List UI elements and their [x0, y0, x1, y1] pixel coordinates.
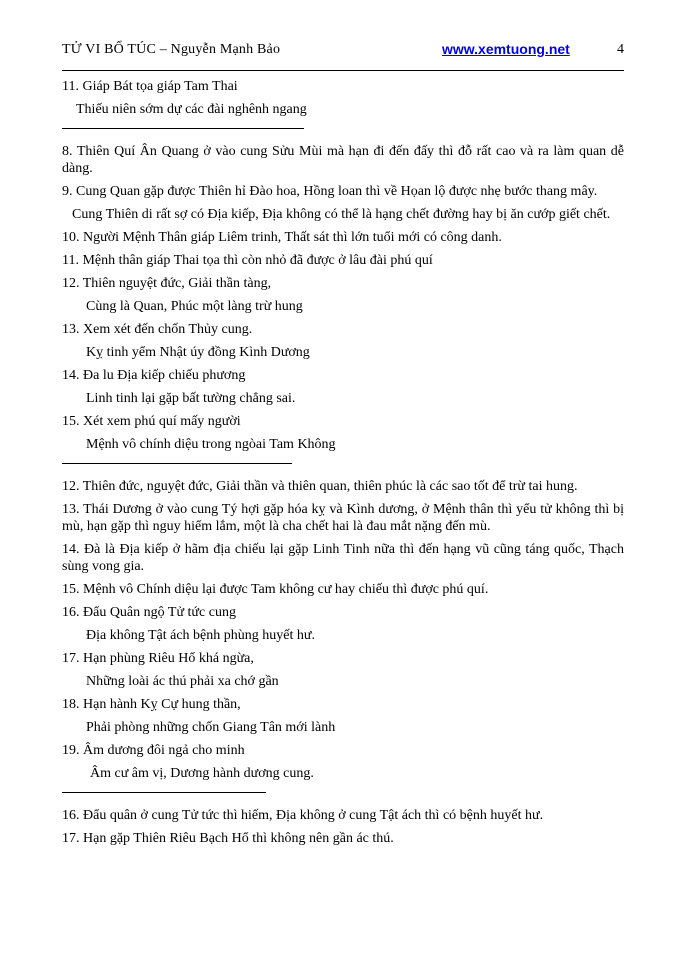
paragraph-15: 15. Mệnh vô Chính diệu lại được Tam không cư hay chiếu thì được phú quí.: [62, 582, 489, 597]
verse-14-line-2: Linh tinh lại gặp bất tường chẳng sai.: [86, 391, 296, 406]
verse-11-line-1: 11. Giáp Bát tọa giáp Tam Thai: [62, 79, 238, 94]
page-body: [62, 78, 624, 847]
verse-18-line-2: Phải phòng những chốn Giang Tân mới lành: [86, 720, 336, 735]
paragraph-11: 11. Mệnh thân giáp Thai tọa thì còn nhỏ đã được ở lâu đài phú quí: [62, 253, 433, 268]
paragraph-8: 8. Thiên Quí Ân Quang ở vào cung Sửu Mùi mà hạn đi đến đấy thì đỗ rất cao và ra làm quan dễ dàng.: [62, 144, 624, 176]
verse-19-line-1: 19. Âm dương đôi ngả cho minh: [62, 743, 245, 758]
verse-16-line-2: Địa không Tật ách bệnh phùng huyết hư.: [86, 628, 315, 643]
verse-13-line-1: 13. Xem xét đến chốn Thủy cung.: [62, 322, 253, 337]
section-divider-2: [62, 463, 292, 464]
verse-16-line-1: 16. Đẩu Quân ngộ Tử tức cung: [62, 605, 236, 620]
book-title: TỬ VI BỔ TÚC – Nguyễn Mạnh Bảo: [62, 42, 281, 57]
page-header: [62, 42, 624, 64]
header-rule: [62, 70, 624, 71]
section-divider-3: [62, 792, 266, 793]
paragraph-9: 9. Cung Quan gặp được Thiên hỉ Đào hoa, Hồng loan thì về Họan lộ được nhẹ bước thang mây.: [62, 184, 598, 199]
verse-11-line-2: Thiếu niên sớm dự các đài nghênh ngang: [76, 102, 307, 117]
verse-15-line-2: Mệnh vô chính diệu trong ngòai Tam Không: [86, 437, 336, 452]
verse-13-line-2: Kỵ tinh yểm Nhật úy đồng Kình Dương: [86, 345, 310, 360]
paragraph-16: 16. Đẩu quân ở cung Tử tức thì hiếm, Địa không ở cung Tật ách thì có bệnh huyết hư.: [62, 808, 544, 823]
verse-17-line-2: Những loài ác thú phải xa chớ gần: [86, 674, 279, 689]
verse-15-line-1: 15. Xét xem phú quí mấy người: [62, 414, 241, 429]
verse-14-line-1: 14. Đa lu Địa kiếp chiếu phương: [62, 368, 246, 383]
section-divider-1: [62, 128, 304, 129]
verse-12-line-2: Cùng là Quan, Phúc một làng trừ hung: [86, 299, 303, 314]
verse-18-line-1: 18. Hạn hành Kỵ Cự hung thần,: [62, 697, 241, 712]
page-number: 4: [617, 42, 624, 57]
paragraph-13: 13. Thái Dương ở vào cung Tý hợi gặp hóa kỵ và Kình dương, ở Mệnh thân thì yểu tử không thì bị mù, hạn gặp thì nguy hiểm lắm, một là cha chết hai là đau mắt nặng đến mù.: [62, 502, 624, 534]
website-link[interactable]: www.xemtuong.net: [442, 41, 570, 57]
paragraph-17: 17. Hạn gặp Thiên Riêu Bạch Hổ thì không nên gần ác thú.: [62, 831, 394, 846]
paragraph-9-continued: Cung Thiên di rất sợ có Địa kiếp, Địa không có thể là hạng chết đường hay bị ăn cướp giết chết.: [72, 207, 611, 222]
paragraph-10: 10. Người Mệnh Thân giáp Liêm trinh, Thất sát thì lớn tuổi mới có công danh.: [62, 230, 502, 245]
paragraph-12: 12. Thiên đức, nguyệt đức, Giải thần và thiên quan, thiên phúc là các sao tốt để trừ tai hung.: [62, 479, 578, 494]
verse-19-line-2: Âm cư âm vị, Dương hành dương cung.: [90, 766, 314, 781]
verse-12-line-1: 12. Thiên nguyệt đức, Giải thần tàng,: [62, 276, 272, 291]
verse-17-line-1: 17. Hạn phùng Riêu Hổ khá ngừa,: [62, 651, 254, 666]
paragraph-14: 14. Đà là Địa kiếp ở hãm địa chiếu lại gặp Linh Tinh nữa thì đến hạng vũ cũng táng quốc, Thạch sùng vong gia.: [62, 542, 624, 574]
